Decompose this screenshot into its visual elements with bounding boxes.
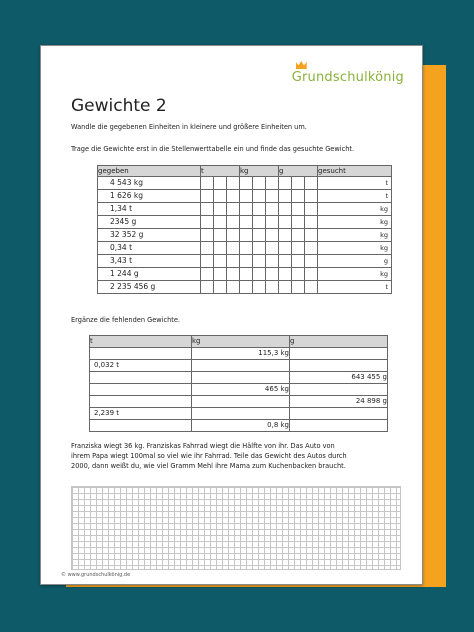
place-value-cell[interactable]: [305, 203, 318, 216]
place-value-cell[interactable]: [253, 190, 266, 203]
table-row: [98, 281, 392, 294]
table-row: [98, 229, 392, 242]
weight-cell[interactable]: [90, 372, 192, 384]
target-unit[interactable]: t: [318, 190, 392, 203]
place-value-cell[interactable]: [253, 242, 266, 255]
weight-cell: 0,032 t: [90, 360, 192, 372]
place-value-cell[interactable]: [201, 190, 214, 203]
header-t: t: [201, 166, 240, 177]
given-value: 32 352 g: [98, 229, 201, 242]
place-value-cell[interactable]: [227, 177, 240, 190]
place-value-cell[interactable]: [305, 268, 318, 281]
given-value: 1,34 t: [98, 203, 201, 216]
place-value-cell[interactable]: [240, 281, 253, 294]
target-unit[interactable]: kg: [318, 203, 392, 216]
copyright-notice: © www.grundschulkönig.de: [61, 572, 131, 578]
instruction-complete: Ergänze die fehlenden Gewichte.: [71, 316, 181, 324]
given-value: 2345 g: [98, 216, 201, 229]
place-value-cell[interactable]: [201, 203, 214, 216]
place-value-cell[interactable]: [240, 268, 253, 281]
given-value: 2 235 456 g: [98, 281, 201, 294]
place-value-table: [97, 165, 392, 294]
weight-cell: 0,8 kg: [192, 420, 290, 432]
place-value-cell[interactable]: [279, 216, 292, 229]
table-row: [90, 372, 388, 384]
target-unit[interactable]: kg: [318, 216, 392, 229]
place-value-cell[interactable]: [201, 216, 214, 229]
target-unit[interactable]: t: [318, 281, 392, 294]
place-value-cell[interactable]: [227, 216, 240, 229]
table-row: [90, 396, 388, 408]
place-value-cell[interactable]: [253, 281, 266, 294]
place-value-cell[interactable]: [240, 229, 253, 242]
table-row: [98, 190, 392, 203]
table-row: [98, 177, 392, 190]
place-value-cell[interactable]: [214, 229, 227, 242]
place-value-cell[interactable]: [305, 255, 318, 268]
instruction-place-value: Trage die Gewichte erst in die Stellenwerttabelle ein und finde das gesuchte Gewicht.: [71, 145, 355, 153]
place-value-cell[interactable]: [201, 281, 214, 294]
place-value-cell[interactable]: [214, 203, 227, 216]
place-value-cell[interactable]: [279, 281, 292, 294]
place-value-cell[interactable]: [201, 242, 214, 255]
given-value: 1 626 kg: [98, 190, 201, 203]
weight-cell[interactable]: [192, 360, 290, 372]
place-value-cell[interactable]: [266, 177, 279, 190]
weight-cell[interactable]: [192, 408, 290, 420]
place-value-cell[interactable]: [214, 242, 227, 255]
weight-cell[interactable]: [90, 348, 192, 360]
table-row: [98, 268, 392, 281]
place-value-cell[interactable]: [305, 190, 318, 203]
place-value-cell[interactable]: [266, 216, 279, 229]
table-row: [98, 203, 392, 216]
weight-cell: 115,3 kg: [192, 348, 290, 360]
header-kg: kg: [192, 336, 290, 348]
place-value-cell[interactable]: [279, 177, 292, 190]
place-value-cell[interactable]: [214, 268, 227, 281]
place-value-cell[interactable]: [305, 242, 318, 255]
place-value-cell[interactable]: [305, 281, 318, 294]
word-problem-line: Franziska wiegt 36 kg. Franziskas Fahrrad wiegt die Hälfte von ihr. Das Auto von: [71, 442, 335, 450]
brand-text: Grundschulkönig: [291, 70, 404, 85]
given-value: 1 244 g: [98, 268, 201, 281]
place-value-cell[interactable]: [279, 268, 292, 281]
instruction-convert: Wandle die gegebenen Einheiten in kleinere und größere Einheiten um.: [71, 123, 307, 131]
missing-weights-table: [89, 335, 388, 432]
place-value-cell[interactable]: [292, 242, 305, 255]
target-unit[interactable]: kg: [318, 229, 392, 242]
place-value-cell[interactable]: [227, 242, 240, 255]
place-value-cell[interactable]: [292, 203, 305, 216]
table-row: [90, 384, 388, 396]
missing-weights-table-body: [90, 348, 388, 432]
weight-cell[interactable]: [192, 372, 290, 384]
weight-cell[interactable]: [290, 408, 388, 420]
place-value-cell[interactable]: [214, 177, 227, 190]
place-value-cell[interactable]: [227, 255, 240, 268]
place-value-cell[interactable]: [305, 229, 318, 242]
table-row: [90, 360, 388, 372]
place-value-cell[interactable]: [292, 229, 305, 242]
place-value-cell[interactable]: [266, 242, 279, 255]
place-value-cell[interactable]: [214, 190, 227, 203]
weight-cell: 24 898 g: [290, 396, 388, 408]
place-value-cell[interactable]: [240, 242, 253, 255]
word-problem: [71, 441, 401, 471]
word-problem-line: 2000, dann weißt du, wie viel Gramm Mehl ihre Mama zum Kuchenbacken braucht.: [71, 462, 346, 470]
place-value-cell[interactable]: [240, 255, 253, 268]
weight-cell[interactable]: [192, 396, 290, 408]
weight-cell[interactable]: [290, 384, 388, 396]
weight-cell[interactable]: [290, 420, 388, 432]
place-value-cell[interactable]: [240, 203, 253, 216]
header-g: g: [279, 166, 318, 177]
weight-cell[interactable]: [290, 360, 388, 372]
place-value-cell[interactable]: [201, 177, 214, 190]
place-value-cell[interactable]: [201, 229, 214, 242]
header-kg: kg: [240, 166, 279, 177]
page-title: Gewichte 2: [71, 96, 167, 116]
place-value-cell[interactable]: [292, 177, 305, 190]
place-value-cell[interactable]: [253, 203, 266, 216]
place-value-cell[interactable]: [240, 177, 253, 190]
place-value-cell[interactable]: [227, 203, 240, 216]
header-given: gegeben: [98, 166, 201, 177]
weight-cell: 643 455 g: [290, 372, 388, 384]
weight-cell[interactable]: [90, 396, 192, 408]
place-value-cell[interactable]: [305, 216, 318, 229]
place-value-cell[interactable]: [279, 190, 292, 203]
table-row: [98, 216, 392, 229]
table-header-row: [90, 336, 388, 348]
place-value-cell[interactable]: [266, 203, 279, 216]
header-wanted: gesucht: [318, 166, 392, 177]
place-value-cell[interactable]: [292, 281, 305, 294]
place-value-cell[interactable]: [201, 268, 214, 281]
place-value-cell[interactable]: [266, 268, 279, 281]
weight-cell: 465 kg: [192, 384, 290, 396]
place-value-cell[interactable]: [253, 229, 266, 242]
place-value-cell[interactable]: [227, 268, 240, 281]
place-value-cell[interactable]: [305, 177, 318, 190]
weight-cell[interactable]: [90, 384, 192, 396]
place-value-cell[interactable]: [253, 255, 266, 268]
header-t: t: [90, 336, 192, 348]
table-header-row: [98, 166, 392, 177]
place-value-cell[interactable]: [227, 190, 240, 203]
table-row: [98, 255, 392, 268]
header-g: g: [290, 336, 388, 348]
place-value-cell[interactable]: [292, 255, 305, 268]
place-value-cell[interactable]: [266, 229, 279, 242]
given-value: 3,43 t: [98, 255, 201, 268]
crown-icon: [296, 61, 307, 69]
place-value-cell[interactable]: [227, 229, 240, 242]
given-value: 0,34 t: [98, 242, 201, 255]
place-value-cell[interactable]: [266, 255, 279, 268]
given-value: 4 543 kg: [98, 177, 201, 190]
place-value-cell[interactable]: [240, 216, 253, 229]
table-row: [90, 348, 388, 360]
place-value-cell[interactable]: [292, 268, 305, 281]
table-row: [90, 408, 388, 420]
place-value-cell[interactable]: [240, 190, 253, 203]
place-value-cell[interactable]: [214, 255, 227, 268]
place-value-cell[interactable]: [279, 203, 292, 216]
weight-cell[interactable]: [290, 348, 388, 360]
place-value-cell[interactable]: [279, 242, 292, 255]
place-value-cell[interactable]: [266, 281, 279, 294]
weight-cell[interactable]: [90, 420, 192, 432]
place-value-cell[interactable]: [253, 177, 266, 190]
place-value-cell[interactable]: [253, 268, 266, 281]
target-unit[interactable]: kg: [318, 242, 392, 255]
worksheet-page: [40, 45, 423, 585]
place-value-cell[interactable]: [279, 229, 292, 242]
target-unit[interactable]: kg: [318, 268, 392, 281]
table-row: [98, 242, 392, 255]
weight-cell: 2,239 t: [90, 408, 192, 420]
place-value-cell[interactable]: [214, 216, 227, 229]
place-value-cell[interactable]: [253, 216, 266, 229]
place-value-table-body: [98, 177, 392, 294]
calculation-grid[interactable]: [71, 486, 401, 570]
target-unit[interactable]: g: [318, 255, 392, 268]
place-value-cell[interactable]: [214, 281, 227, 294]
place-value-cell[interactable]: [292, 190, 305, 203]
place-value-cell[interactable]: [279, 255, 292, 268]
place-value-cell[interactable]: [227, 281, 240, 294]
word-problem-line: ihrem Papa wiegt 100mal so viel wie ihr Fahrrad. Teile das Gewicht des Autos durch: [71, 452, 347, 460]
place-value-cell[interactable]: [266, 190, 279, 203]
brand-logo: [292, 70, 404, 85]
place-value-cell[interactable]: [292, 216, 305, 229]
target-unit[interactable]: t: [318, 177, 392, 190]
place-value-cell[interactable]: [201, 255, 214, 268]
table-row: [90, 420, 388, 432]
